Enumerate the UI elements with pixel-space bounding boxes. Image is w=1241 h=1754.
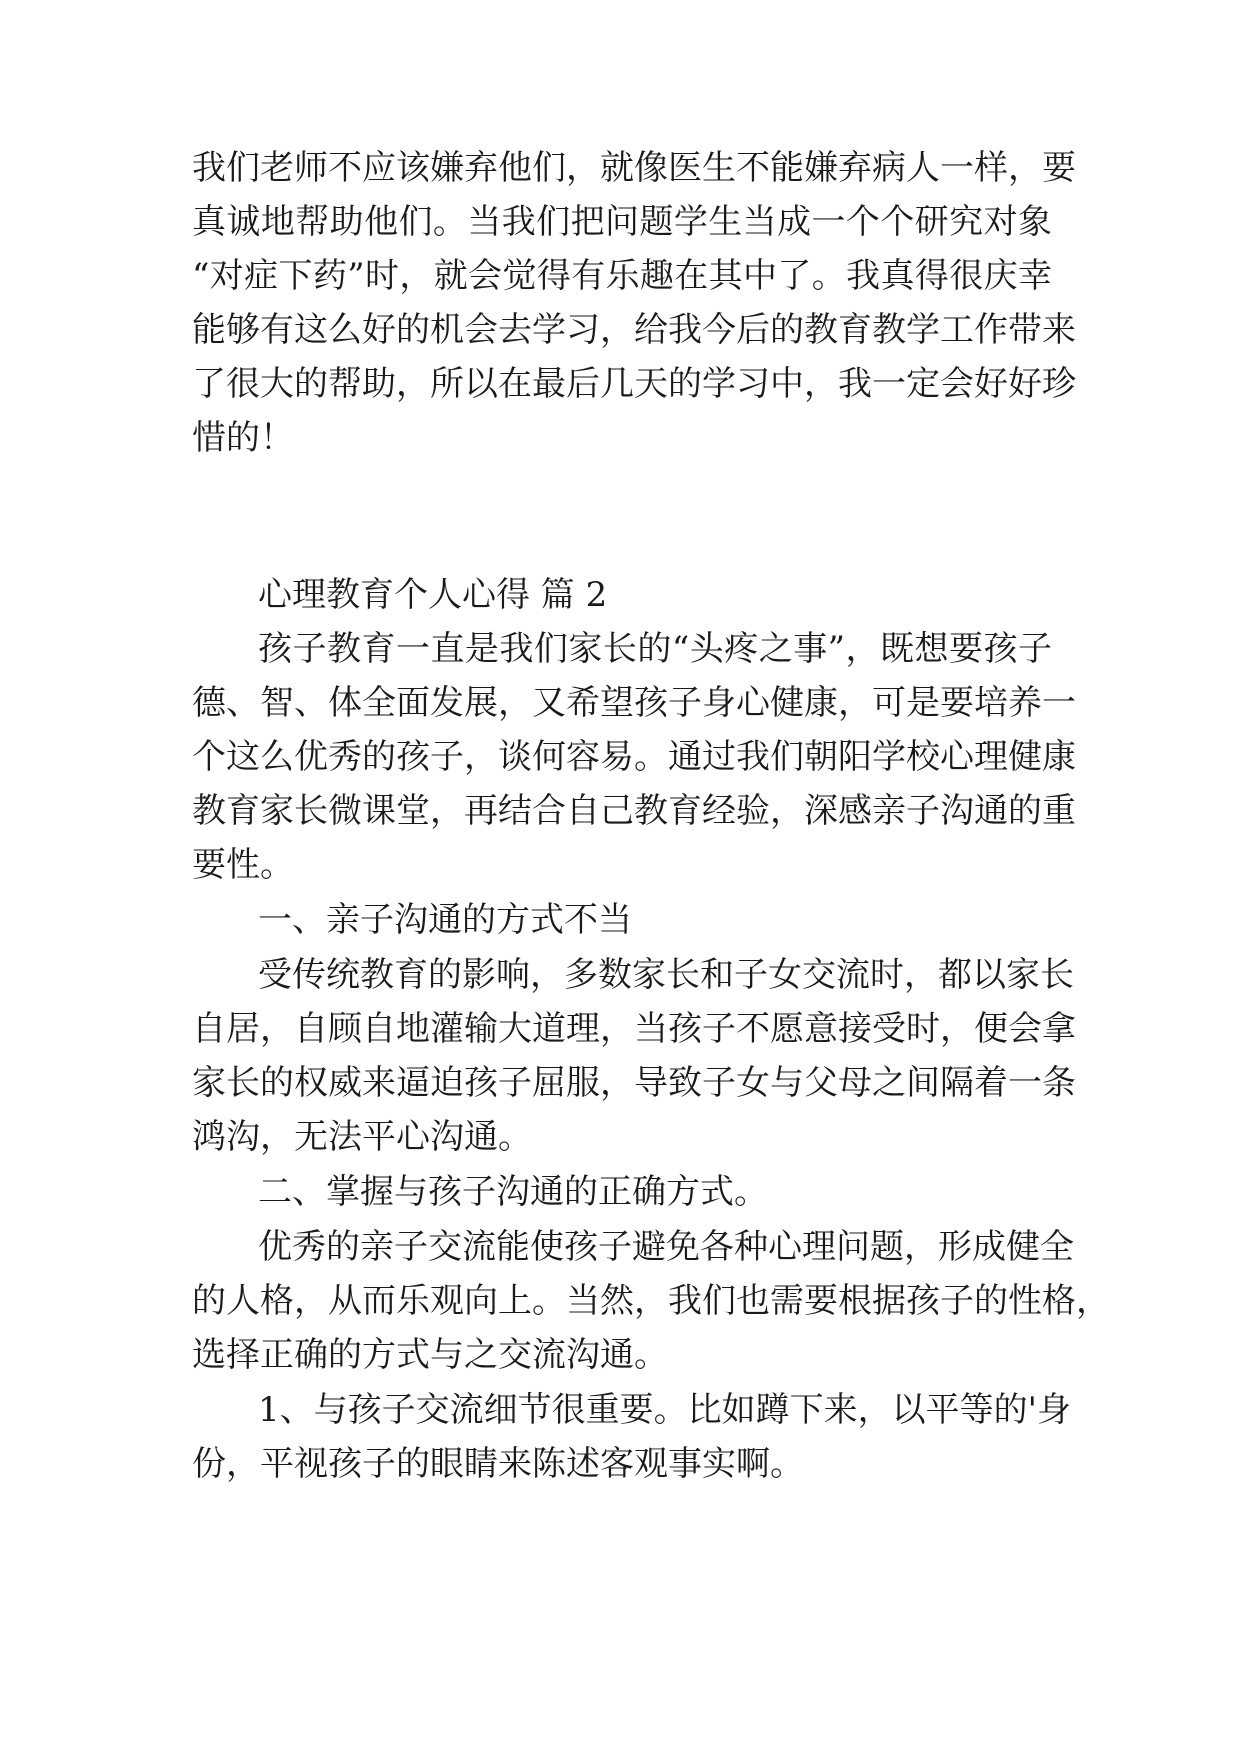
text-line: 份，平视孩子的眼睛来陈述客观事实啊。 [192,1444,804,1484]
text-line: 真诚地帮助他们。当我们把问题学生当成一个个研究对象 [192,202,1052,242]
text-line: 德、智、体全面发展，又希望孩子身心健康，可是要培养一 [192,683,1076,723]
text-line: 受传统教育的影响，多数家长和子女交流时，都以家长 [258,955,1074,995]
text-line: “对症下药”时，就会觉得有乐趣在其中了。我真得很庆幸 [192,256,1052,296]
text-line: 教育家长微课堂，再结合自己教育经验，深感亲子沟通的重 [192,791,1076,831]
text-line: 能够有这么好的机会去学习，给我今后的教育教学工作带来 [192,310,1076,350]
text-line: 惜的！ [192,418,294,458]
text-line: 选择正确的方式与之交流沟通。 [192,1335,668,1375]
subheading: 二、掌握与孩子沟通的正确方式。 [258,1172,768,1212]
text-line: 孩子教育一直是我们家长的“头疼之事”，既想要孩子 [258,629,1052,669]
text-line: 了很大的帮助，所以在最后几天的学习中，我一定会好好珍 [192,364,1076,404]
text-line: 自居，自顾自地灌输大道理，当孩子不愿意接受时，便会拿 [192,1009,1076,1049]
text-line: 家长的权威来逼迫孩子屈服，导致子女与父母之间隔着一条 [192,1063,1076,1103]
text-line: 个这么优秀的孩子，谈何容易。通过我们朝阳学校心理健康 [192,737,1076,777]
text-line: 我们老师不应该嫌弃他们，就像医生不能嫌弃病人一样，要 [192,148,1076,188]
text-line: 1、与孩子交流细节很重要。比如蹲下来，以平等的'身 [258,1390,1071,1430]
subheading: 一、亲子沟通的方式不当 [258,900,632,940]
text-line: 的人格，从而乐观向上。当然，我们也需要根据孩子的性格， [192,1281,1110,1321]
text-line: 要性。 [192,845,294,885]
text-line: 鸿沟，无法平心沟通。 [192,1117,532,1157]
section-heading: 心理教育个人心得 篇 2 [258,575,608,615]
text-line: 优秀的亲子交流能使孩子避免各种心理问题，形成健全 [258,1227,1074,1267]
